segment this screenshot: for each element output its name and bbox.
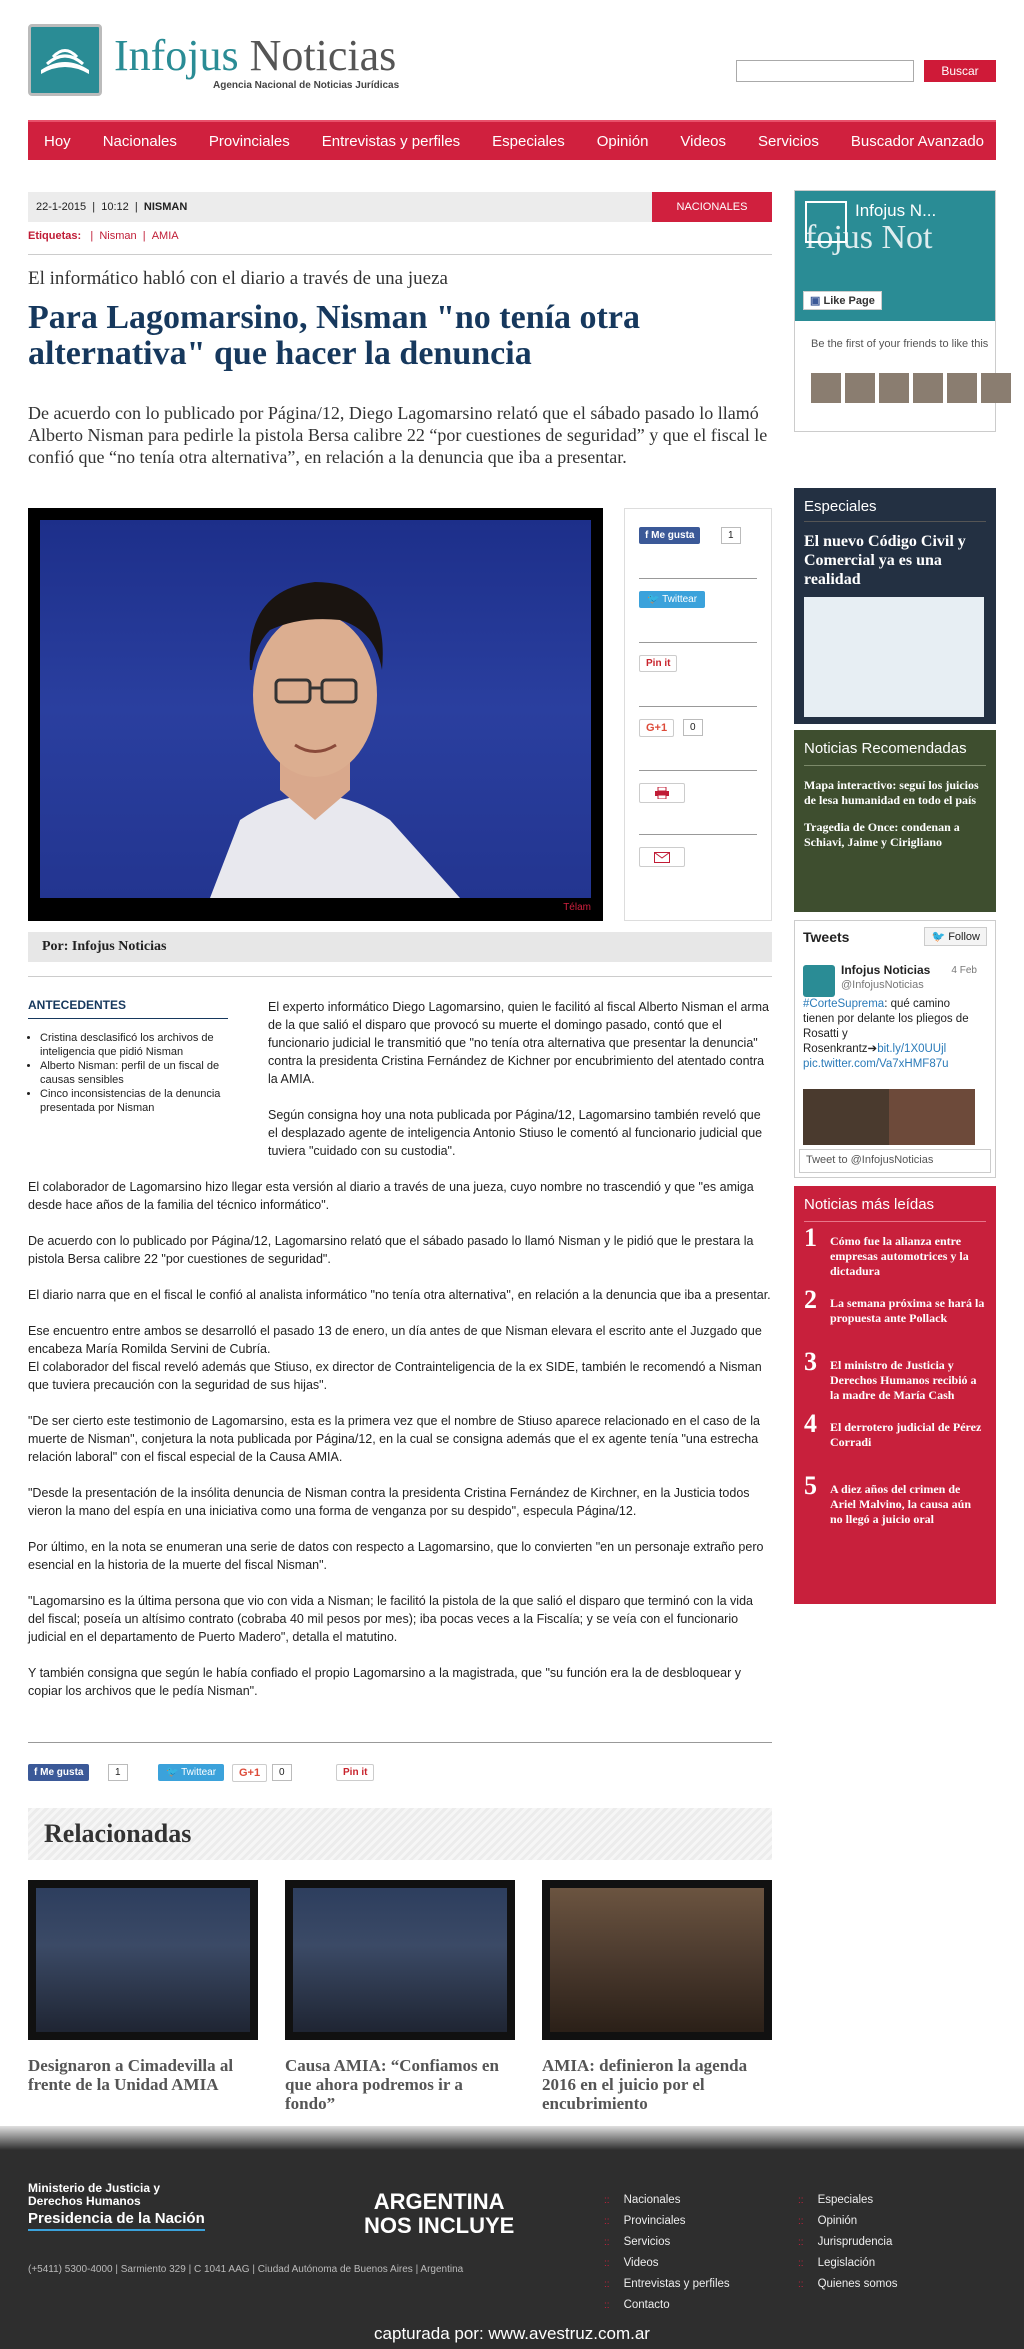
tweet-text: [803, 997, 973, 1072]
category-badge[interactable]: NACIONALES: [652, 192, 772, 222]
gplus-count: 0: [683, 719, 703, 736]
nav-item[interactable]: Provinciales: [208, 132, 290, 150]
facebook-icon: f: [645, 530, 649, 541]
twitter-icon: 🐦: [931, 931, 946, 943]
search-input[interactable]: [736, 60, 914, 82]
follow-button[interactable]: [924, 927, 987, 946]
nav-item[interactable]: Nacionales: [102, 132, 177, 150]
tag-link[interactable]: AMIA: [151, 230, 179, 242]
tweet-body: : qué camino tienen por delante los pliegos de Rosatti y Rosenkrantz➔: [803, 998, 969, 1055]
rank-number: 5: [804, 1471, 817, 1500]
presidencia-logo[interactable]: Presidencia de la Nación: [28, 2210, 205, 2231]
mas-leida-title[interactable]: El derrotero judicial de Pérez Corradi: [830, 1420, 982, 1449]
logo-word-infojus: Infojus: [114, 31, 239, 80]
avatar[interactable]: [803, 965, 835, 997]
tweet-label: Twittear: [181, 1767, 217, 1778]
facebook-like-button[interactable]: [639, 527, 700, 544]
twitter-icon: 🐦: [166, 1767, 179, 1778]
article-time: 10:12: [101, 201, 129, 213]
article-topic[interactable]: NISMAN: [143, 201, 188, 213]
cover-wordmark: fojus Not: [805, 219, 933, 256]
argentina-line-2: NOS INCLUYE: [364, 2213, 515, 2238]
footer-link[interactable]: :: Contacto: [604, 2295, 730, 2316]
tweet-image[interactable]: [803, 1089, 975, 1145]
like-count: 1: [721, 527, 741, 544]
follow-label: Follow: [948, 931, 980, 943]
facebook-cover: [795, 191, 995, 321]
related-heading: Relacionadas: [28, 1808, 772, 1860]
divider: [28, 1742, 772, 1743]
ministerio-logo[interactable]: Ministerio de Justicia y Derechos Humanos: [28, 2181, 161, 2208]
especiales-image[interactable]: [804, 597, 984, 717]
related-card[interactable]: [285, 1880, 515, 2113]
antecedente-link[interactable]: • Alberto Nisman: perfil de un fiscal de causas sensibles: [40, 1059, 228, 1087]
pin-it-button[interactable]: Pin it: [639, 655, 677, 672]
nav-item[interactable]: Buscador Avanzado: [850, 132, 985, 150]
related-title[interactable]: AMIA: definieron la agenda 2016 en el juicio por el encubrimiento: [542, 2056, 748, 2113]
tweet-button[interactable]: [639, 591, 705, 608]
like-label: Me gusta: [40, 1767, 84, 1778]
article-paragraph: Según consigna hoy una nota publicada por Página/12, Lagomarsino también reveló que el desplazado agente de inteligencia Antonio Stiuso le comentó al funcionario judicial que tuviera "cuidado con su custodia".: [268, 1108, 763, 1158]
facebook-page-name[interactable]: Infojus N...: [855, 201, 937, 220]
friend-faces: [811, 373, 1011, 403]
logo-word-noticias: Noticias: [238, 31, 397, 80]
especiales-title[interactable]: El nuevo Código Civil y Comercial ya es una realidad: [804, 533, 966, 588]
article-photo: [28, 508, 603, 921]
twitter-widget: [794, 920, 996, 1178]
tweet-label: Twittear: [662, 594, 698, 605]
article-paragraph: "Lagomarsino es la última persona que vio con vida a Nisman; le facilitó la pistola de la que salió el disparo que terminó con la vida del fiscal; poseía un altísimo contrato (cobraba 40 mil pesos por mes); iba pocas veces a la Fiscalía; y se veía con el funcionario judicial en el departamento de Puerto Madero", detalla el matutino.: [28, 1594, 753, 1644]
byline: Por: Infojus Noticias: [28, 932, 772, 962]
article-paragraph: De acuerdo con lo publicado por Página/12, Lagomarsino relató que el sábado pasado lo llamó Nisman y le pidió que le prestara la pistola Bersa calibre 22 "por cuestiones de seguridad".: [28, 1234, 754, 1266]
tags-line: Etiquetas: | Nisman | AMIA: [28, 230, 179, 242]
article-paragraph: "Desde la presentación de la insólita denuncia de Nisman contra la presidenta Cristina Fernández de Kirchner, en la Justicia todos vieron la mano del espía en una iniciativa como una forma de venganza por su despido", especula Página/12.: [28, 1486, 750, 1518]
mas-leida-title[interactable]: La semana próxima se hará la propuesta ante Pollack: [830, 1296, 985, 1325]
like-label: Me gusta: [651, 530, 695, 541]
footer-link[interactable]: :: Nacionales: [604, 2190, 730, 2211]
footer-links-col2: [798, 2190, 897, 2295]
tweet-link[interactable]: bit.ly/1X0UUjl: [877, 1043, 947, 1055]
footer-link[interactable]: :: Especiales: [798, 2190, 897, 2211]
nav-item[interactable]: Especiales: [492, 132, 565, 150]
antecedente-link[interactable]: • Cristina desclasificó los archivos de inteligencia que pidió Nisman: [40, 1031, 228, 1059]
article-paragraph: "De ser cierto este testimonio de Lagomarsino, esta es la primera vez que el nombre de Stiuso aparece relacionado en el caso de la muerte de Nisman", conjetura la nota publicada por Página/12, en la cual se consigna además que el ex agente tenía "una estrecha relación laboral" con el fiscal especial de la Causa AMIA.: [28, 1414, 760, 1464]
facebook-icon: f: [34, 1767, 38, 1778]
antecedente-link[interactable]: • Cinco inconsistencias de la denuncia presentada por Nisman: [40, 1087, 228, 1115]
article-kicker: El informático habló con el diario a través de una jueza: [28, 268, 448, 289]
related-card[interactable]: [28, 1880, 258, 2094]
especiales-box: [794, 488, 996, 724]
tweet-to-input[interactable]: Tweet to @InfojusNoticias: [799, 1149, 991, 1173]
nav-item[interactable]: Servicios: [758, 132, 819, 150]
footer-link[interactable]: :: Videos: [604, 2253, 730, 2274]
article-paragraph: Por último, en la nota se enumeran una serie de datos con respecto a Lagomarsino, que lo convierten "en un personaje extraño pero esencial en la historia de la muerte del fiscal Nisman".: [28, 1540, 764, 1572]
nav-item[interactable]: Entrevistas y perfiles: [321, 132, 461, 150]
tweet-date[interactable]: 4 Feb: [951, 965, 977, 976]
tweets-heading: Tweets: [803, 929, 850, 945]
mas-leida-title[interactable]: El ministro de Justicia y Derechos Humanos recibió a la madre de María Cash: [830, 1358, 977, 1402]
argentina-logo[interactable]: [364, 2190, 514, 2238]
related-card[interactable]: [542, 1880, 772, 2113]
capture-credit: capturada por: www.avestruz.com.ar: [374, 2324, 650, 2343]
logo-subtitle: Agencia Nacional de Noticias Jurídicas: [213, 80, 400, 91]
footer-link[interactable]: :: Jurisprudencia: [798, 2232, 897, 2253]
footer-link[interactable]: :: Legislación: [798, 2253, 897, 2274]
divider: [28, 976, 772, 977]
facebook-page-widget: [794, 190, 996, 432]
article-paragraph: El colaborador de Lagomarsino hizo llegar esta versión al diario a través de una jueza, cuyo nombre no trascendió y que "es amiga desde hace años de la familia del técnico informático".: [28, 1180, 754, 1212]
mas-leida-title[interactable]: A diez años del crimen de Ariel Malvino, la causa aún no llegó a juicio oral: [830, 1482, 972, 1526]
tweet-button[interactable]: [158, 1764, 224, 1781]
article-meta-bar: 22-1-2015 | 10:12 | NISMAN NACIONALES: [28, 192, 772, 222]
google-plus-button[interactable]: G+1: [639, 719, 674, 737]
tweet-author[interactable]: Infojus Noticias: [841, 963, 931, 977]
rank-number: 4: [804, 1409, 817, 1438]
main-nav: [28, 120, 996, 160]
printer-icon[interactable]: [639, 783, 685, 803]
mas-leida-item[interactable]: [804, 1409, 986, 1470]
divider: [28, 254, 772, 255]
mas-leida-item[interactable]: [804, 1223, 986, 1284]
related-image: [542, 1880, 772, 2040]
nav-item[interactable]: Opinión: [596, 132, 649, 150]
tweet-handle[interactable]: @InfojusNoticias: [841, 979, 924, 991]
related-title[interactable]: Causa AMIA: “Confiamos en que ahora podremos ir a fondo”: [285, 2056, 499, 2113]
related-title[interactable]: Designaron a Cimadevilla al frente de la Unidad AMIA: [28, 2056, 234, 2094]
recomendadas-box: [794, 730, 996, 912]
article-paragraph: Ese encuentro entre ambos se desarrolló el pasado 13 de enero, un día antes de que Nisman elevara el escrito ante el Juzgado que encabeza María Romilda Servini de Cubría.: [28, 1324, 762, 1356]
hashtag-link[interactable]: #CorteSuprema: [803, 998, 885, 1010]
site-footer: [0, 2126, 1024, 2349]
antecedentes-box: [28, 998, 228, 1115]
photo-credit: Télam: [563, 902, 591, 913]
like-count: 1: [108, 1764, 128, 1781]
related-image: [285, 1880, 515, 2040]
like-page-button[interactable]: [803, 291, 882, 310]
antecedentes-title: ANTECEDENTES: [28, 998, 228, 1019]
mas-leidas-list: [804, 1223, 986, 1532]
article-paragraph: El diario narra que en el fiscal le confió al analista informático "no tenía otra alternativa", en relación a la denuncia que iba a presentar.: [28, 1288, 771, 1302]
footer-link[interactable]: :: Provinciales: [604, 2211, 730, 2232]
share-panel: [624, 508, 772, 921]
footer-link[interactable]: :: Servicios: [604, 2232, 730, 2253]
related-image: [28, 1880, 258, 2040]
tags-label: Etiquetas:: [28, 230, 82, 242]
facebook-like-button[interactable]: [28, 1764, 89, 1781]
article-paragraph: Y también consigna que según le había confiado el propio Lagomarsino a la magistrada, que "su función era la de desbloquear y copiar los archivos que le pedía Nisman".: [28, 1666, 742, 1698]
argentina-line-1: ARGENTINA: [373, 2189, 505, 2214]
footer-link[interactable]: :: Quienes somos: [798, 2274, 897, 2295]
nav-item[interactable]: Hoy: [44, 132, 71, 150]
footer-address: (+5411) 5300-4000 | Sarmiento 329 | C 1041 AAG | Ciudad Autónoma de Buenos Aires | Argentina: [28, 2264, 464, 2275]
article-lead: De acuerdo con lo publicado por Página/12, Diego Lagomarsino relató que el sábado pasado lo llamó Alberto Nisman para pedirle la pistola Bersa calibre 22 “por cuestiones de seguridad” y que el fiscal le confió que “no tenía otra alternativa”, en relación a la denuncia que iba a presentar.: [28, 403, 768, 467]
footer-link[interactable]: :: Opinión: [798, 2211, 897, 2232]
mail-icon[interactable]: [639, 847, 685, 867]
rank-number: 2: [804, 1285, 817, 1314]
nav-item[interactable]: Videos: [680, 132, 727, 150]
search-button[interactable]: Buscar: [924, 60, 996, 82]
logo-wordmark[interactable]: [114, 31, 397, 80]
footer-link[interactable]: :: Entrevistas y perfiles: [604, 2274, 730, 2295]
google-plus-button[interactable]: G+1: [232, 1764, 267, 1782]
facebook-first-friends: Be the first of your friends to like this: [811, 338, 989, 350]
antecedentes-list: [28, 1031, 228, 1115]
mas-leida-item[interactable]: [804, 1471, 986, 1532]
twitter-icon: 🐦: [647, 594, 660, 605]
article-date: 22-1-2015: [36, 201, 87, 213]
facebook-icon: ▣: [810, 295, 821, 307]
mas-leida-item[interactable]: [804, 1285, 986, 1346]
tag-link[interactable]: Nisman: [99, 230, 137, 242]
pin-it-button[interactable]: Pin it: [336, 1764, 374, 1781]
portrait-image: [40, 520, 591, 898]
article-title: Para Lagomarsino, Nisman "no tenía otra alternativa" que hacer la denuncia: [28, 299, 640, 372]
gplus-count: 0: [272, 1764, 292, 1781]
article-paragraph: El colaborador del fiscal reveló además que Stiuso, ex director de Contrainteligencia de la ex SIDE, también le recomendó a Nisman que tuviera precaución con la seguridad de sus hijas".: [28, 1360, 762, 1392]
mas-leidas-box: [794, 1186, 996, 1604]
tweet-pic-link[interactable]: pic.twitter.com/Va7xHMF87u: [803, 1058, 949, 1070]
footer-links-col1: [604, 2190, 730, 2316]
site-header: [28, 24, 998, 104]
share-bar-bottom: [28, 1764, 772, 1788]
especiales-heading: Especiales: [804, 498, 986, 522]
mas-leida-title[interactable]: Cómo fue la alianza entre empresas automotrices y la dictadura: [830, 1234, 969, 1278]
article-paragraph: El experto informático Diego Lagomarsino, quien le facilitó al fiscal Alberto Nisman el arma de la que salió el disparo que provocó su muerte el domingo pasado, contó que el funcionario judicial le transmitió que "no tenía otra alternativa que presentar la denuncia" contra la presidenta Cristina Fernández de Kichner por encubrimiento del atentado contra la AMIA.: [268, 1000, 769, 1086]
logo-book-icon[interactable]: [28, 24, 102, 96]
recomendadas-heading: Noticias Recomendadas: [804, 740, 986, 766]
recomendada-link[interactable]: Mapa interactivo: seguí los juicios de lesa humanidad en todo el país: [804, 778, 979, 807]
recomendada-link[interactable]: Tragedia de Once: condenan a Schiavi, Jaime y Cirigliano: [804, 820, 960, 849]
rank-number: 3: [804, 1347, 817, 1376]
like-page-label: Like Page: [823, 295, 875, 307]
mas-leida-item[interactable]: [804, 1347, 986, 1408]
rank-number: 1: [804, 1223, 817, 1252]
mas-leidas-heading: Noticias más leídas: [804, 1196, 986, 1222]
